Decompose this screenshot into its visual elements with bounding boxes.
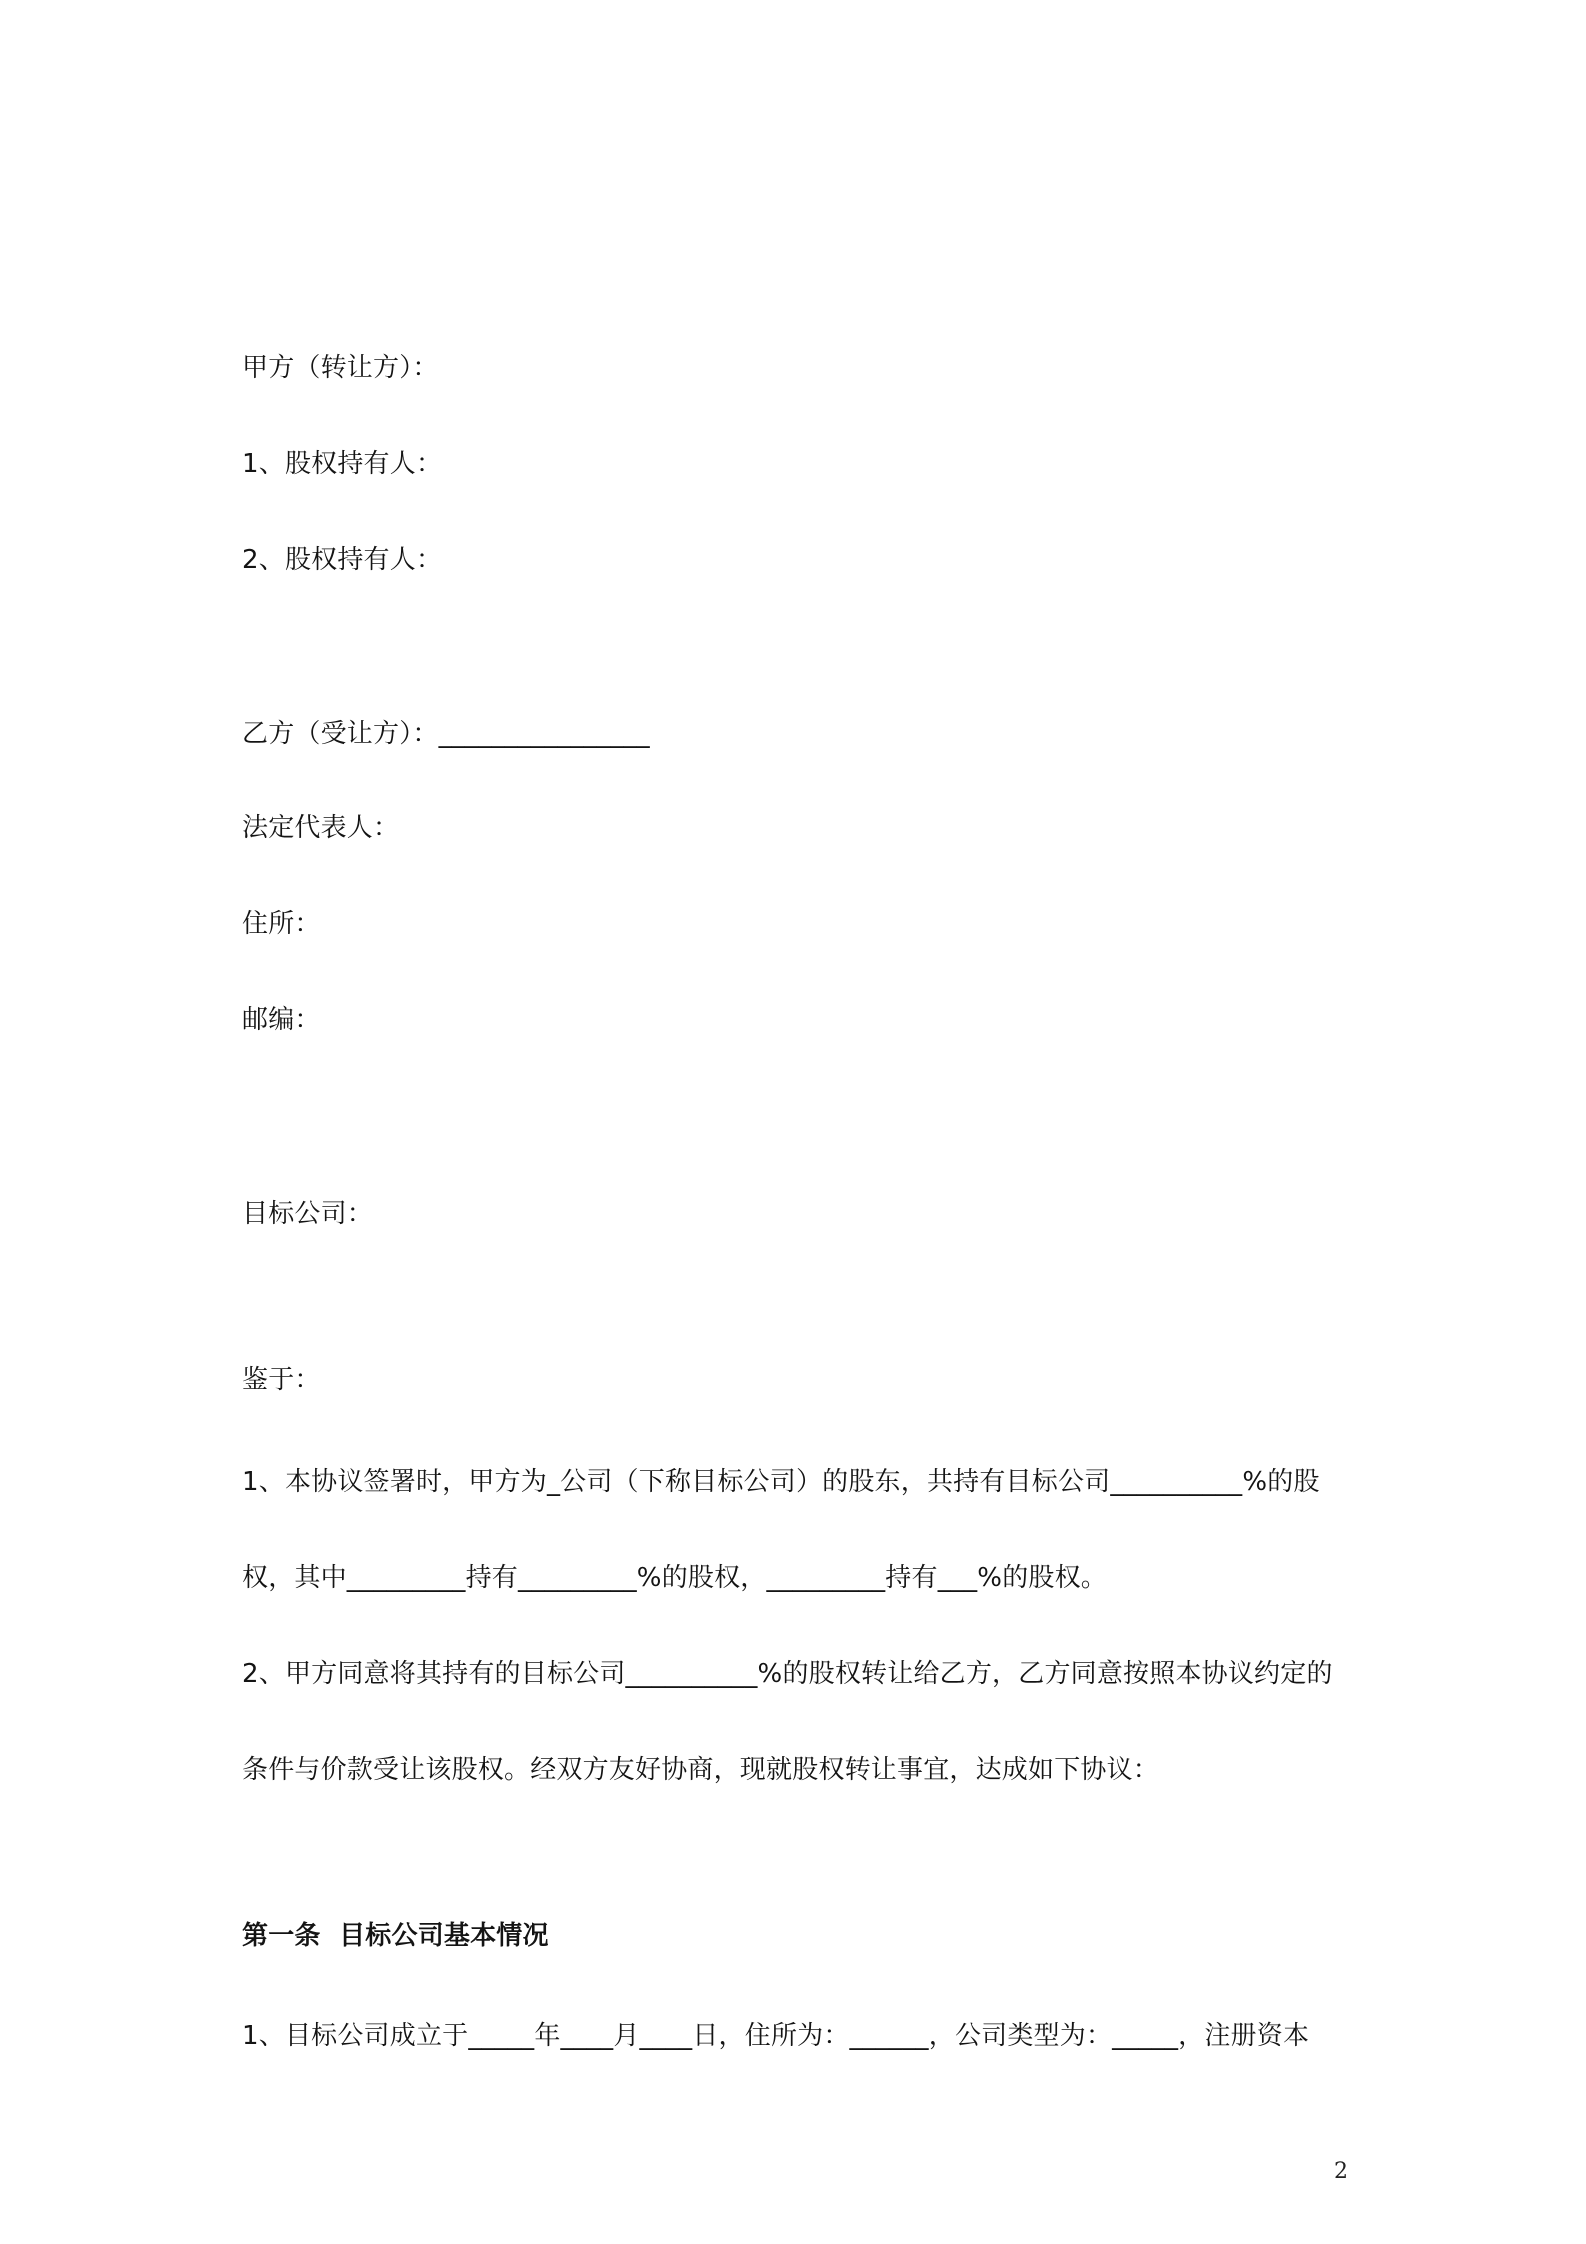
party-b-address: 住所： [242, 909, 321, 939]
party-b-representative: 法定代表人： [242, 813, 400, 843]
party-b-title: 乙方（受让方）：________________ [242, 719, 650, 749]
whereas-line-1: 1、本协议签署时，甲方为_公司（下称目标公司）的股东，共持有目标公司__________%的股 [242, 1467, 1320, 1497]
party-a-holder-1: 1、股权持有人： [242, 449, 443, 479]
article-1-title: 第一条 目标公司基本情况 [242, 1921, 549, 1951]
party-a-title: 甲方（转让方）： [242, 353, 439, 383]
whereas-line-4: 条件与价款受让该股权。经双方友好协商，现就股权转让事宜，达成如下协议： [242, 1755, 1160, 1785]
target-company: 目标公司： [242, 1199, 374, 1229]
whereas-line-3: 2、甲方同意将其持有的目标公司__________%的股权转让给乙方，乙方同意按照本协议约定的 [242, 1659, 1333, 1689]
article-1-line-1: 1、目标公司成立于_____年____月____日，住所为：______，公司类型为：_____，注册资本 [242, 2021, 1310, 2051]
party-a-holder-2: 2、股权持有人： [242, 545, 443, 575]
page-number: 2 [1334, 2159, 1348, 2184]
party-b-postcode: 邮编： [242, 1005, 321, 1035]
whereas-line-2: 权，其中_________持有_________%的股权，_________持有___%的股权。 [242, 1563, 1108, 1593]
whereas-title: 鉴于： [242, 1365, 321, 1395]
